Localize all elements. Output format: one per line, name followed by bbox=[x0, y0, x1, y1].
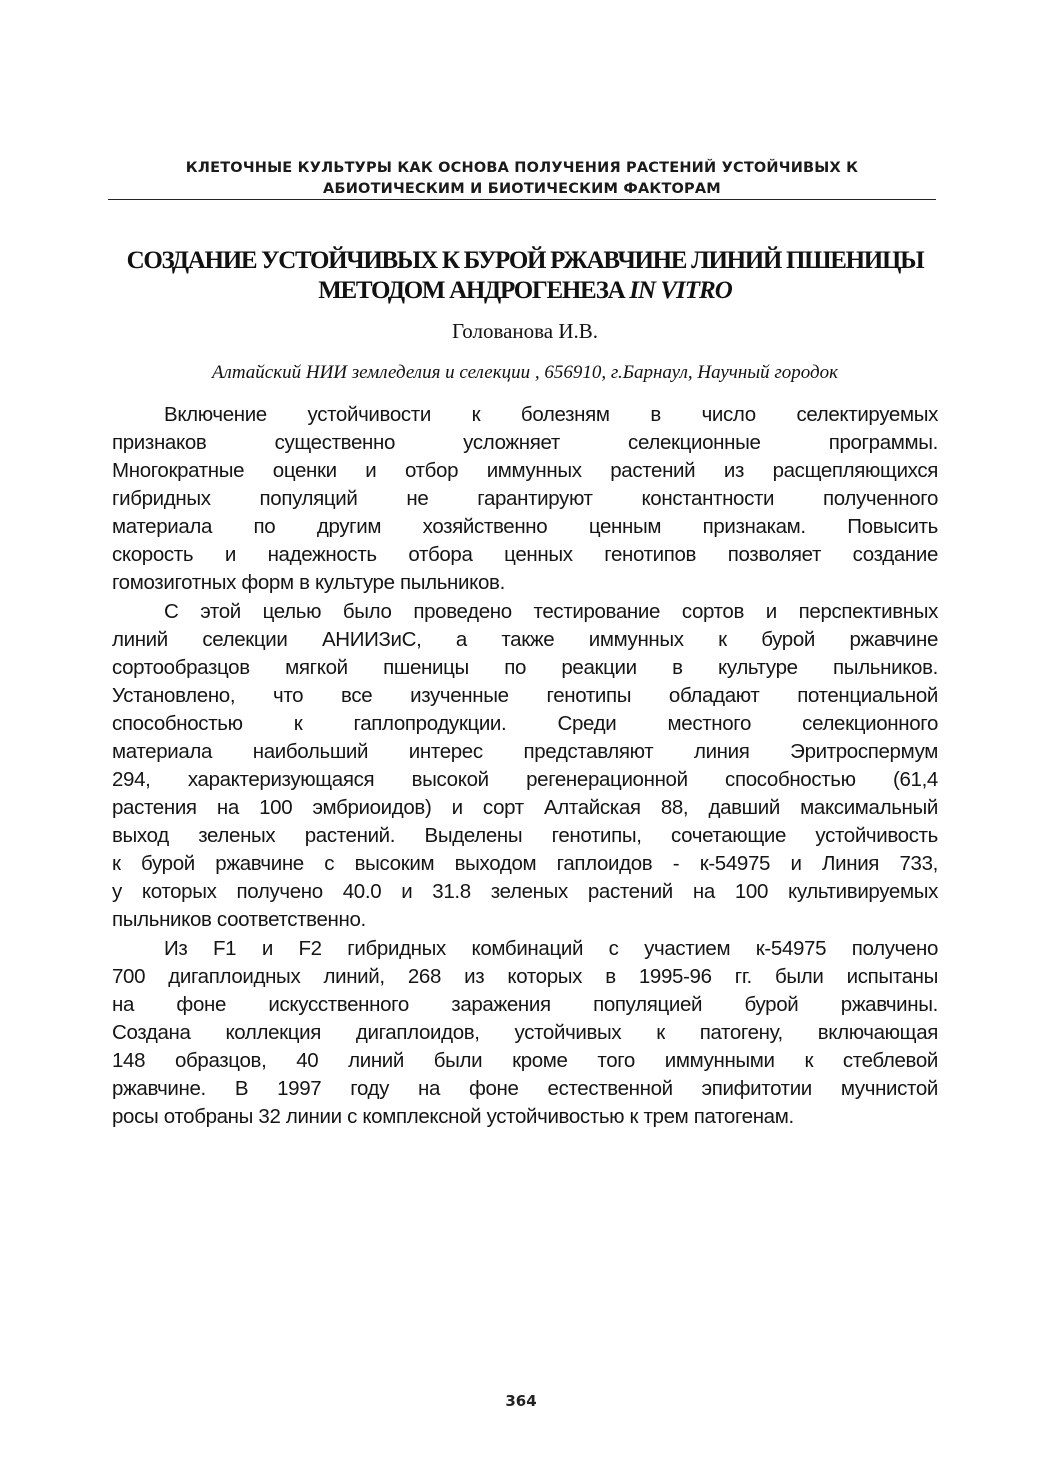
paragraph-line: Установлено, что все изученные генотипы обладают потенциальной bbox=[112, 684, 938, 707]
paragraph-line: гибридных популяций не гарантируют константности полученного bbox=[112, 487, 938, 510]
title-in-vitro: IN VITRO bbox=[629, 277, 732, 304]
article-title bbox=[110, 246, 940, 306]
paragraph-line: 294, характеризующаяся высокой регенерационной способностью (61,4 bbox=[112, 768, 938, 791]
article-body bbox=[112, 401, 938, 1131]
paragraph-line: С этой целью было проведено тестирование сортов и перспективных bbox=[164, 600, 938, 623]
paragraph-line: Создана коллекция дигаплоидов, устойчивых к патогену, включающая bbox=[112, 1021, 938, 1044]
paragraph-1 bbox=[112, 401, 938, 597]
paragraph-line: на фоне искусственного заражения популяцией бурой ржавчины. bbox=[112, 993, 938, 1016]
paragraph-line: 700 дигаплоидных линий, 268 из которых в 1995-96 гг. были испытаны bbox=[112, 965, 938, 988]
header-rule bbox=[108, 199, 936, 200]
paragraph-line: Многократные оценки и отбор иммунных растений из расщепляющихся bbox=[112, 459, 938, 482]
paragraph-2 bbox=[112, 598, 938, 934]
paragraph-line: у которых получено 40.0 и 31.8 зеленых растений на 100 культивируемых bbox=[112, 880, 938, 903]
title-line-2 bbox=[110, 276, 940, 306]
author: Голованова И.В. bbox=[451, 319, 599, 343]
paragraph-line: скорость и надежность отбора ценных генотипов позволяет создание bbox=[112, 543, 938, 566]
paragraph-line: гомозиготных форм в культуре пыльников. bbox=[112, 571, 505, 594]
running-head-line-2: АБИОТИЧЕСКИМ И БИОТИЧЕСКИМ ФАКТОРАМ bbox=[323, 181, 721, 197]
paragraph-line: материала наибольший интерес представляют линия Эритроспермум bbox=[112, 740, 938, 763]
paragraph-line: способностью к гаплопродукции. Среди местного селекционного bbox=[112, 712, 938, 735]
paragraph-line: линий селекции АНИИЗиС, а также иммунных к бурой ржавчине bbox=[112, 628, 938, 651]
paragraph-line: ржавчине. В 1997 году на фоне естественной эпифитотии мучнистой bbox=[112, 1077, 938, 1100]
title-line-1: СОЗДАНИЕ УСТОЙЧИВЫХ К БУРОЙ РЖАВЧИНЕ ЛИНИЙ ПШЕНИЦЫ bbox=[126, 247, 924, 274]
paragraph-line: пыльников соответственно. bbox=[112, 908, 366, 931]
paragraph-line: Из F1 и F2 гибридных комбинаций с участием к-54975 получено bbox=[164, 937, 938, 960]
page-number: 364 bbox=[505, 1392, 537, 1410]
running-head-line-1: КЛЕТОЧНЫЕ КУЛЬТУРЫ КАК ОСНОВА ПОЛУЧЕНИЯ РАСТЕНИЙ УСТОЙЧИВЫХ К bbox=[185, 160, 859, 176]
running-head bbox=[108, 158, 936, 200]
paragraph-line: материала по другим хозяйственно ценным признакам. Повысить bbox=[112, 515, 938, 538]
paragraph-line: выход зеленых растений. Выделены генотипы, сочетающие устойчивость bbox=[112, 824, 938, 847]
paragraph-line: 148 образцов, 40 линий были кроме того иммунными к стеблевой bbox=[112, 1049, 938, 1072]
paragraph-line: растения на 100 эмбриоидов) и сорт Алтайская 88, давший максимальный bbox=[112, 796, 938, 819]
paragraph-3 bbox=[112, 935, 938, 1131]
paragraph-line: сортообразцов мягкой пшеницы по реакции в культуре пыльников. bbox=[112, 656, 938, 679]
paragraph-line: росы отобраны 32 линии с комплексной устойчивостью к трем патогенам. bbox=[112, 1105, 794, 1128]
paragraph-line: признаков существенно усложняет селекционные программы. bbox=[112, 431, 938, 454]
title-line-2-text: МЕТОДОМ АНДРОГЕНЕЗА bbox=[318, 277, 625, 304]
paragraph-line: к бурой ржавчине с высоким выходом гаплоидов - к-54975 и Линия 733, bbox=[112, 852, 938, 875]
paragraph-line: Включение устойчивости к болезням в число селектируемых bbox=[164, 403, 938, 426]
affiliation: Алтайский НИИ земледелия и селекции , 656910, г.Барнаул, Научный городок bbox=[211, 362, 839, 383]
